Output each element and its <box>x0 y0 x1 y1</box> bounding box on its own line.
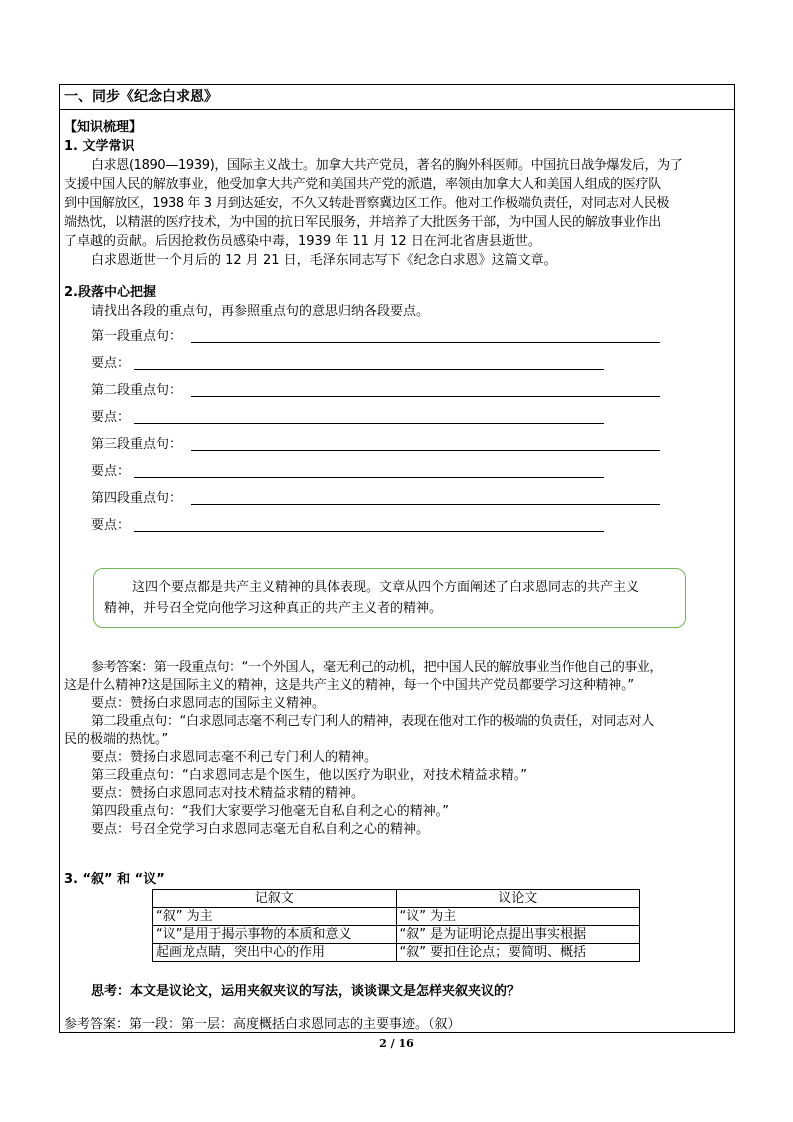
answer-line-8: 要点：赞扬白求恩同志对技术精益求精的精神。 <box>91 786 365 801</box>
answer-line-9: 第四段重点句：“我们大家要学习他毫无自私自利之心的精神。” <box>91 804 449 819</box>
knowledge-heading: 【知识梳理】 <box>64 120 143 135</box>
narrative-argument-heading: 3. “叙” 和 “议” <box>64 872 165 887</box>
bio-line-3: 到中国解放区，1938 年 3 月到达延安，不久又转赴晋察冀边区工作。他对工作极端负责任，对同志对人民极 <box>64 196 669 211</box>
table-cell: “叙” 要扣住论点；要简明、概括 <box>396 944 640 962</box>
bio-line-2: 支援中国人民的解放事业，他受加拿大共产党和美国共产党的派遣，率领由加拿大人和美国人组成的医疗队 <box>64 177 661 192</box>
paragraph-heading: 2.段落中心把握 <box>64 285 156 300</box>
key-sentence-blank-3[interactable] <box>191 450 660 451</box>
answer-line-10: 要点：号召全党学习白求恩同志毫无自私自利之心的精神。 <box>91 822 430 837</box>
summary-callout <box>93 568 686 628</box>
answer-line-3: 要点：赞扬白求恩同志的国际主义精神。 <box>91 696 326 711</box>
key-sentence-blank-1[interactable] <box>191 342 660 343</box>
point-blank-1[interactable] <box>134 369 604 370</box>
point-label-3: 要点： <box>91 464 131 479</box>
key-sentence-label-4: 第四段重点句： <box>91 491 183 506</box>
key-sentence-label-1: 第一段重点句： <box>91 329 183 344</box>
table-header-row <box>153 890 640 908</box>
point-blank-2[interactable] <box>134 423 604 424</box>
answer-line-5: 民的极端的热忱。” <box>64 732 169 747</box>
think-reference-answer: 参考答案：第一段：第一层：高度概括白求恩同志的主要事迹。（叙） <box>64 1017 461 1032</box>
literature-heading: 1. 文学常识 <box>64 139 135 154</box>
callout-line-1: 这四个要点都是共产主义精神的具体表现。文章从四个方面阐述了白求恩同志的共产主义 <box>132 580 640 595</box>
paragraph-instruction: 请找出各段的重点句，再参照重点句的意思归纳各段要点。 <box>91 304 430 319</box>
point-label-4: 要点： <box>91 518 131 533</box>
key-sentence-label-3: 第三段重点句： <box>91 437 183 452</box>
bio-line-5: 了卓越的贡献。后因抢救伤员感染中毒，1939 年 11 月 12 日在河北省唐县逝世。 <box>64 234 541 249</box>
point-blank-4[interactable] <box>134 531 604 532</box>
answer-line-6: 要点：赞扬白求恩同志毫不利己专门利人的精神。 <box>91 750 378 765</box>
point-blank-3[interactable] <box>134 477 604 478</box>
point-label-1: 要点： <box>91 356 131 371</box>
table-header: 议论文 <box>396 890 640 908</box>
table-header: 记叙文 <box>153 890 397 908</box>
callout-line-2: 精神，并号召全党向他学习这种真正的共产主义者的精神。 <box>104 601 443 616</box>
point-label-2: 要点： <box>91 410 131 425</box>
table-row <box>153 944 640 962</box>
think-question: 思考：本文是议论文，运用夹叙夹议的写法，谈谈课文是怎样夹叙夹议的？ <box>91 984 521 999</box>
title-divider <box>60 109 734 110</box>
table-row <box>153 908 640 926</box>
table-cell: “叙” 是为证明论点提出事实根据 <box>396 926 640 944</box>
answer-line-7: 第三段重点句：“白求恩同志是个医生，他以医疗为职业，对技术精益求精。” <box>91 768 527 783</box>
table-cell: “议” 为主 <box>396 908 640 926</box>
answer-line-1: 参考答案：第一段重点句：“一个外国人，毫无利己的动机，把中国人民的解放事业当作他自己的事业， <box>91 660 663 675</box>
table-cell: 起画龙点睛，突出中心的作用 <box>153 944 397 962</box>
key-sentence-blank-4[interactable] <box>191 504 660 505</box>
bio-line-4: 端热忱，以精湛的医疗技术，为中国的抗日军民服务，并培养了大批医务干部，为中国人民的解放事业作出 <box>64 215 661 230</box>
answer-line-4: 第二段重点句：“白求恩同志毫不利己专门利人的精神，表现在他对工作的极端的负责任，对同志对人 <box>91 714 654 729</box>
bio-line-1: 白求恩(1890—1939)，国际主义战士。加拿大共产党员，著名的胸外科医师。中国抗日战争爆发后，为了 <box>91 158 683 173</box>
section-title: 一、同步《纪念白求恩》 <box>64 89 218 105</box>
table-row <box>153 926 640 944</box>
answer-line-2: 这是什么精神?这是国际主义的精神，这是共产主义的精神，每一个中国共产党员都要学习这种精神。” <box>64 678 634 693</box>
key-sentence-blank-2[interactable] <box>191 396 660 397</box>
page-number: 2 / 16 <box>379 1037 414 1050</box>
comparison-table <box>152 889 640 962</box>
table-cell: “议”是用于揭示事物的本质和意义 <box>153 926 397 944</box>
key-sentence-label-2: 第二段重点句： <box>91 383 183 398</box>
bio-line-6: 白求恩逝世一个月后的 12 月 21 日，毛泽东同志写下《纪念白求恩》这篇文章。 <box>91 253 557 268</box>
table-cell: “叙” 为主 <box>153 908 397 926</box>
